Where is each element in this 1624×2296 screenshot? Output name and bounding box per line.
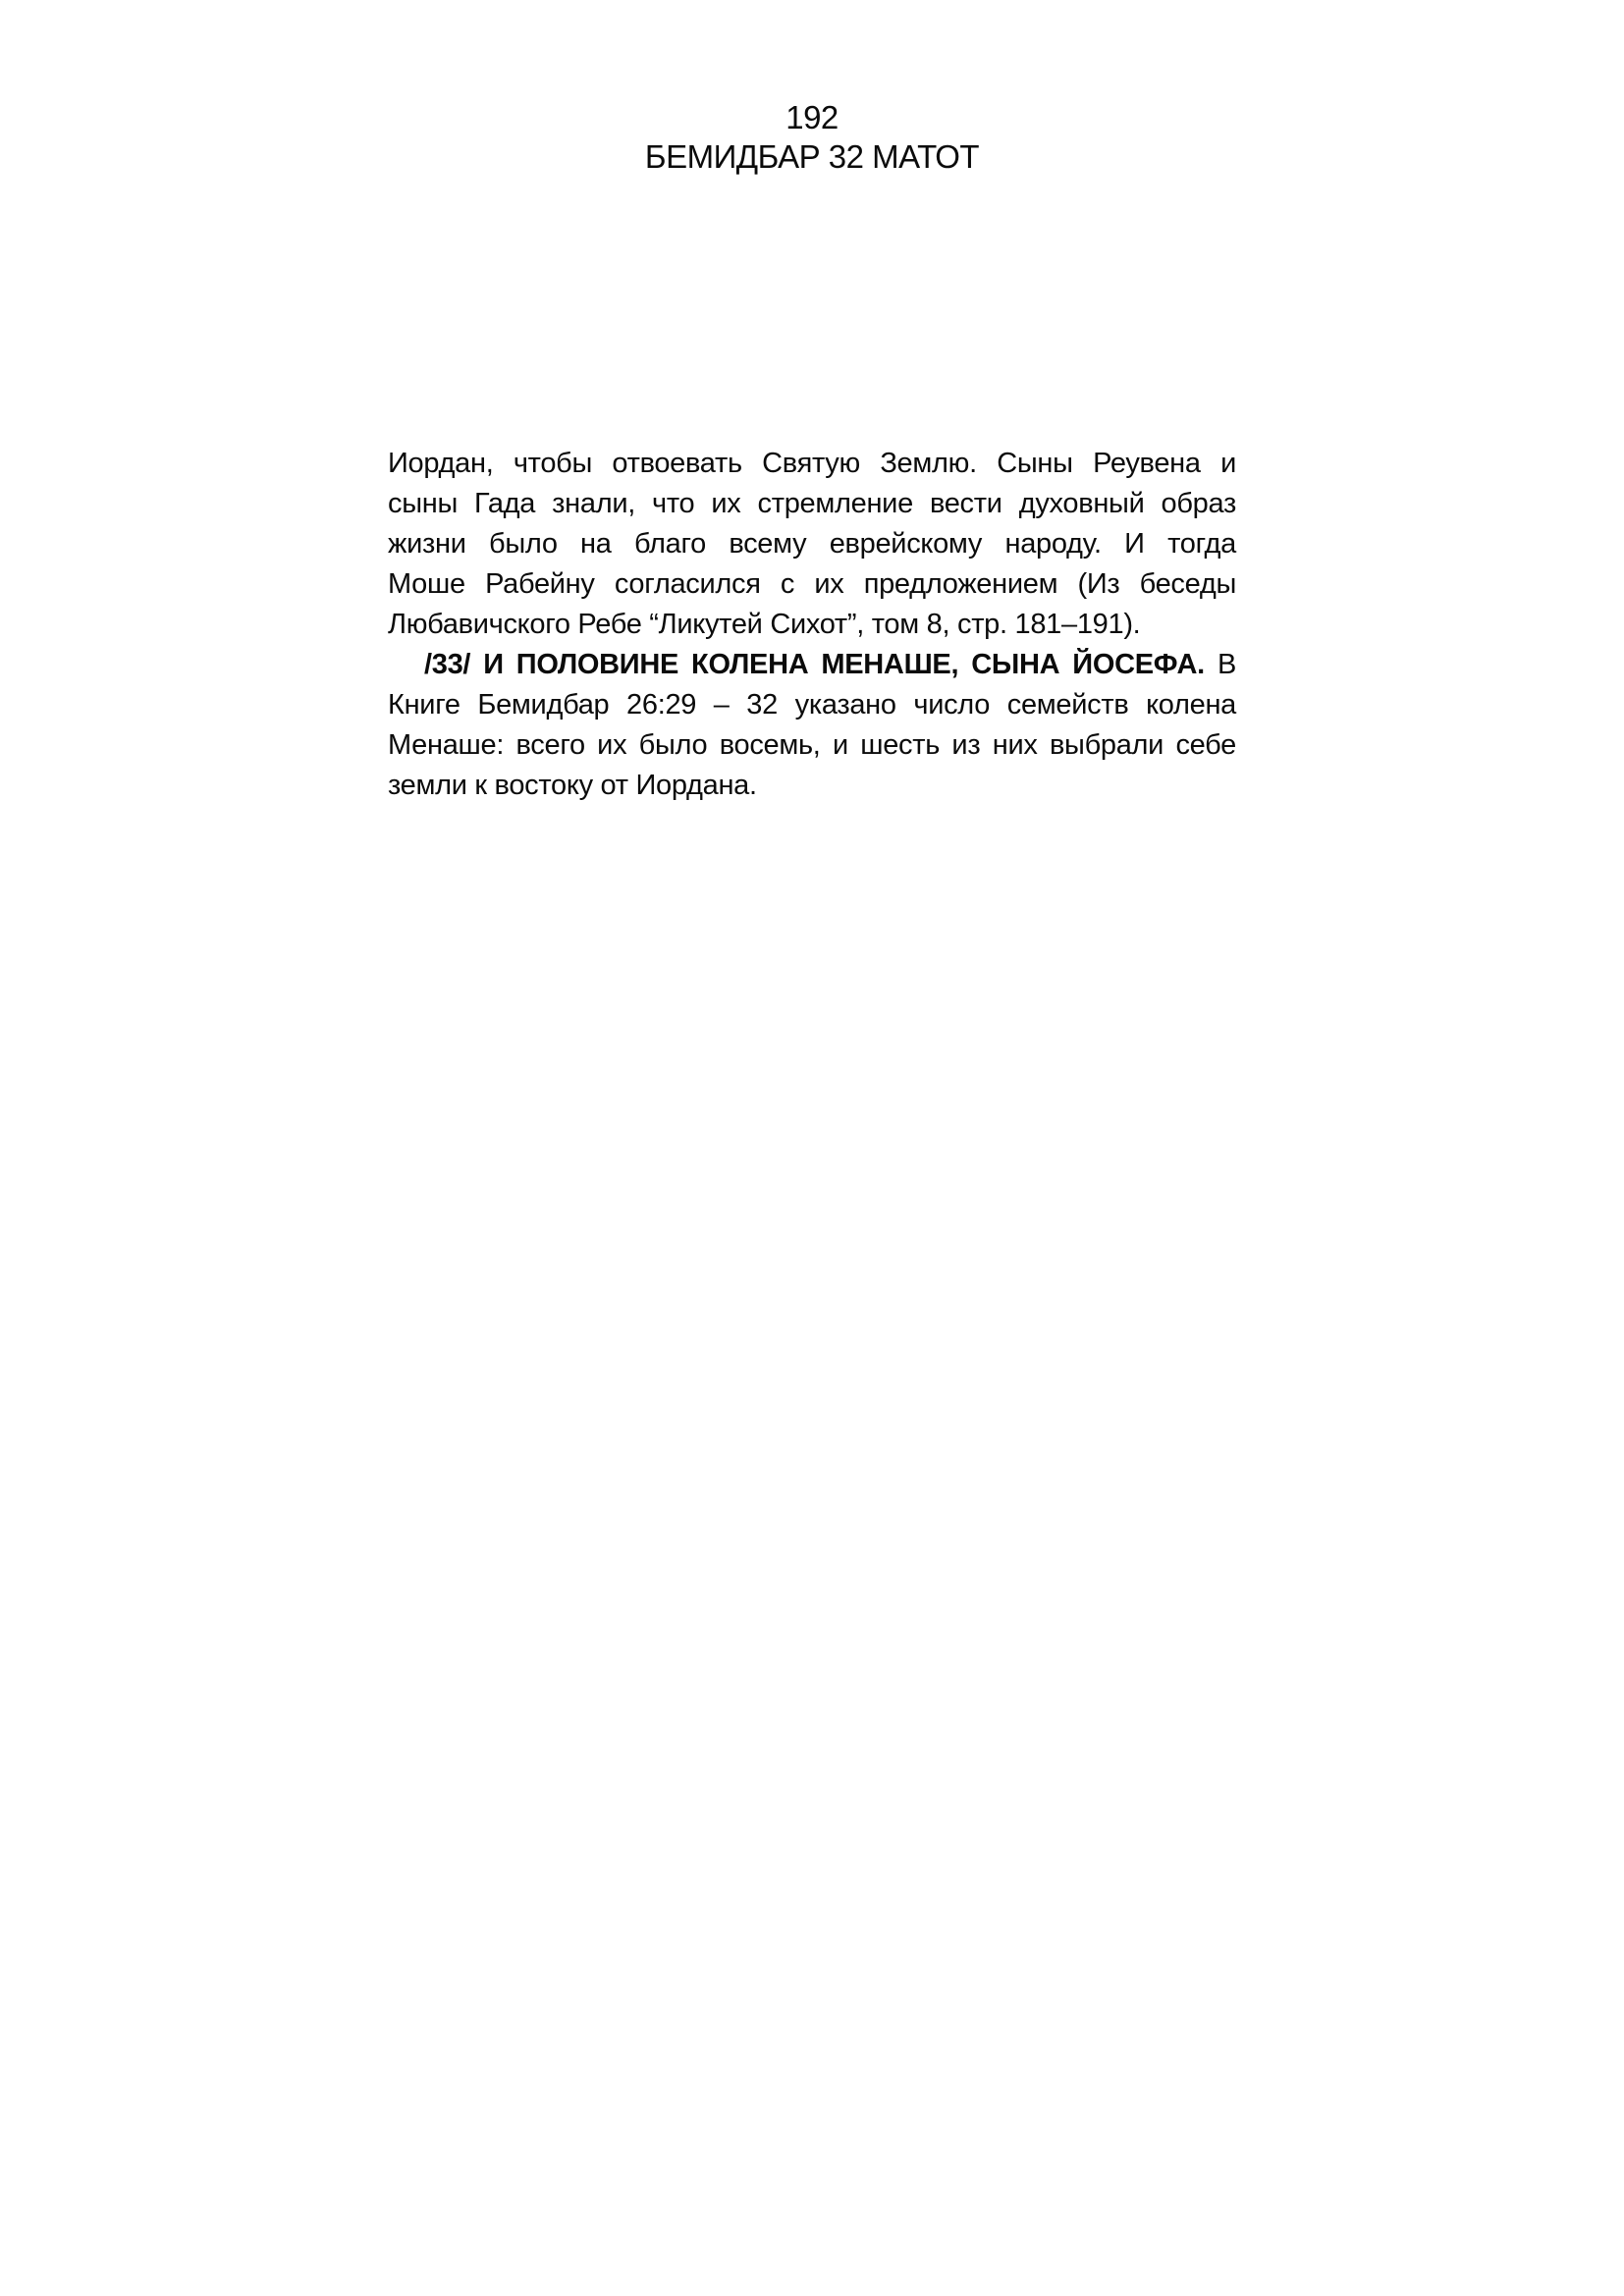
text-line: [388, 645, 1236, 685]
bold-text-run: /33/ И ПОЛОВИНЕ КОЛЕНА МЕНАШЕ, СЫНА ЙОСЕФА.: [424, 649, 1205, 680]
text-run: жизни было на благо всему еврейскому народу. И тогда: [388, 528, 1236, 560]
text-line: [388, 605, 1236, 645]
text-run: земли к востоку от Иордана.: [388, 770, 757, 801]
text-line: [388, 564, 1236, 605]
text-run: Книге Бемидбар 26:29 – 32 указано число семейств колена: [388, 689, 1236, 721]
text-run: Любавичского Ребе “Ликутей Сихот”, том 8, стр. 181–191).: [388, 609, 1141, 640]
running-header-title: БЕМИДБАР 32 МАТОТ: [644, 138, 980, 175]
text-run: Иордан, чтобы отвоевать Святую Землю. Сыны Реувена и: [388, 448, 1236, 479]
text-line: [388, 725, 1236, 766]
page-header: [0, 98, 1624, 177]
text-line: [388, 444, 1236, 484]
text-line: [388, 766, 1236, 806]
text-line: [388, 484, 1236, 524]
text-block: [388, 444, 1236, 806]
page-number: 192: [785, 99, 839, 135]
text-line: [388, 685, 1236, 725]
text-run: Менаше: всего их было восемь, и шесть из них выбрали себе: [388, 729, 1236, 761]
text-run: Моше Рабейну согласился с их предложением (Из беседы: [388, 568, 1236, 600]
text-line: [388, 524, 1236, 564]
text-run: В: [1204, 649, 1236, 680]
text-run: сыны Гада знали, что их стремление вести духовный образ: [388, 488, 1236, 519]
